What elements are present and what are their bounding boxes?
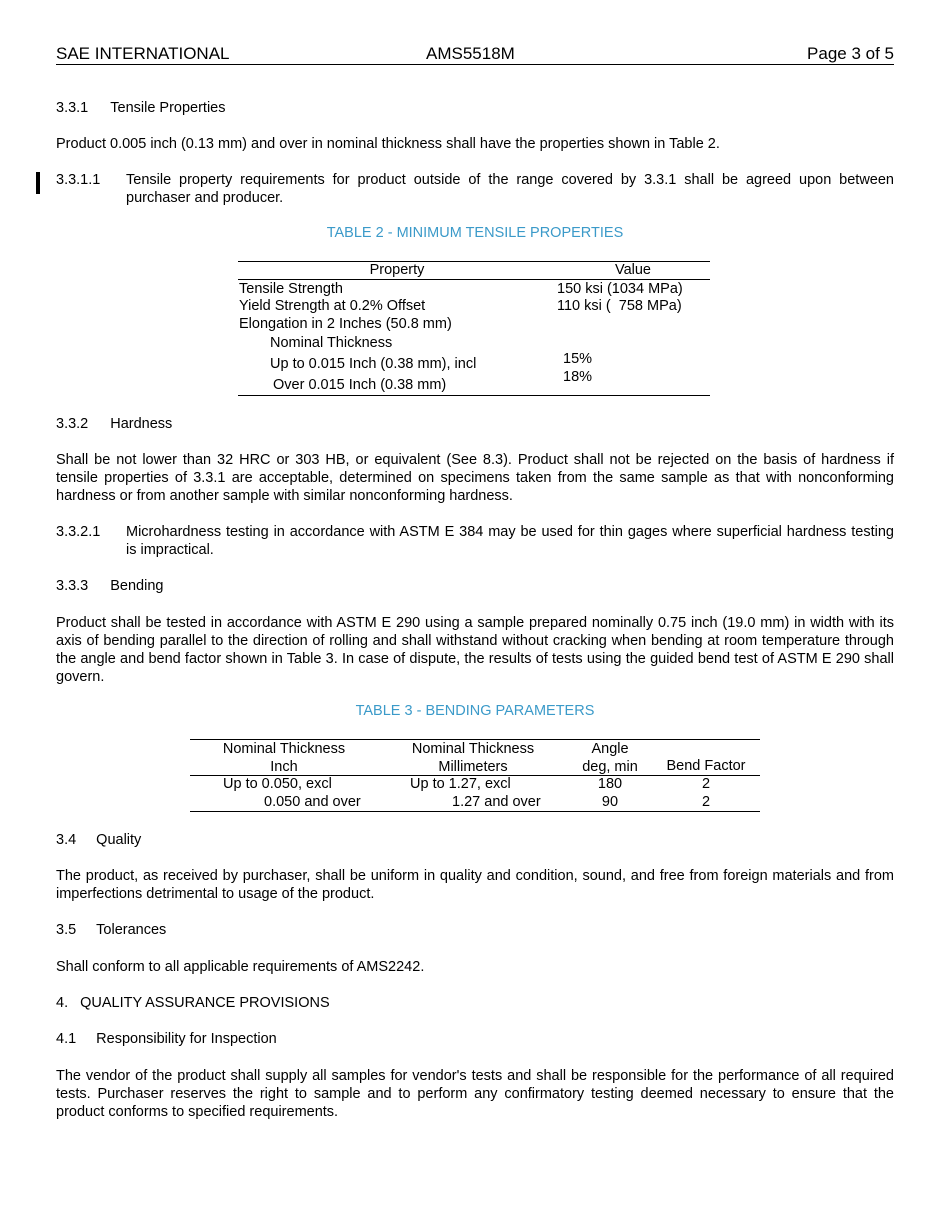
table-cell: Up to 0.050, excl [223, 776, 332, 792]
table-rule [238, 279, 710, 280]
section-number: 3.4 [56, 832, 77, 848]
section-4-heading [56, 994, 894, 1012]
section-3-4-heading [56, 831, 894, 849]
table-cell: 1.27 and over [452, 794, 541, 810]
section-body: Microhardness testing in accordance with ASTM E 384 may be used for thin gages where superficial hardness testing is impractical. [126, 524, 894, 558]
table-2-caption: TABLE 2 - MINIMUM TENSILE PROPERTIES [326, 225, 624, 241]
revision-bar [36, 172, 40, 194]
table-header-angle [568, 740, 652, 776]
table-cell: 150 ksi (1034 MPa) [557, 281, 683, 297]
section-title: Bending [110, 578, 164, 594]
table-cell: Yield Strength at 0.2% Offset [239, 298, 426, 314]
header-line: Nominal Thickness [222, 741, 346, 757]
section-number: 4. [56, 995, 69, 1011]
table-cell: 110 ksi ( 758 MPa) [557, 298, 682, 314]
table-cell: Tensile Strength [239, 281, 343, 297]
table-header-bend-factor: Bend Factor [666, 758, 746, 774]
section-number: 3.5 [56, 922, 77, 938]
section-title: QUALITY ASSURANCE PROVISIONS [80, 995, 330, 1011]
section-number: 3.3.1.1 [56, 172, 101, 188]
section-3-5-heading [56, 921, 894, 939]
table-cell: Elongation in 2 Inches (50.8 mm) [239, 316, 452, 332]
section-3-3-3-body: Product shall be tested in accordance with ASTM E 290 using a sample prepared nominally 0.75 inch (19.0 mm) in width with its axis of bending parallel to the direction of rolling and shall withstand without cracking when bending at room temperature through the angle and bend factor shown in Table 3. In case of dispute, the results of tests using the guided bend test of ASTM E 290 shall govern. [56, 615, 894, 685]
table-cell: 180 [597, 776, 623, 792]
section-title: Hardness [110, 416, 173, 432]
header-line: Millimeters [438, 759, 508, 775]
section-title: Responsibility for Inspection [96, 1031, 277, 1047]
table-cell: Up to 0.015 Inch (0.38 mm), incl [270, 356, 477, 372]
table-cell: 2 [701, 776, 711, 792]
table-cell: 90 [601, 794, 619, 810]
table-header-value: Value [614, 262, 651, 278]
table-cell: 0.050 and over [264, 794, 361, 810]
section-title: Tolerances [96, 922, 167, 938]
header-line: Inch [270, 759, 298, 775]
section-number: 3.3.2 [56, 416, 89, 432]
section-number: 3.3.3 [56, 578, 89, 594]
table-rule [238, 395, 710, 396]
table-rule [190, 811, 760, 812]
table-cell: Nominal Thickness [270, 335, 393, 351]
table-cell: Up to 1.27, excl [410, 776, 511, 792]
section-number: 3.3.2.1 [56, 524, 101, 540]
section-number: 4.1 [56, 1031, 77, 1047]
section-3-3-1-body: Product 0.005 inch (0.13 mm) and over in nominal thickness shall have the properties shown in Table 2. [56, 136, 720, 152]
section-number: 3.3.1 [56, 100, 89, 116]
header-line: Nominal Thickness [411, 741, 535, 757]
header-page-number: Page 3 of 5 [807, 44, 894, 63]
section-3-4-body: The product, as received by purchaser, shall be uniform in quality and condition, sound, and free from foreign materials and from imperfections detrimental to usage of the product. [56, 868, 894, 902]
table-cell: Over 0.015 Inch (0.38 mm) [273, 377, 447, 393]
section-3-3-2-body: Shall be not lower than 32 HRC or 303 HB, or equivalent (See 8.3). Product shall not be rejected on the basis of hardness if tensile properties of 3.3.1 are acceptable, determined on specimens taken from the same sample as that with nonconforming hardness or from another sample with similar nonconforming hardness. [56, 452, 894, 504]
section-4-1-heading [56, 1030, 894, 1048]
section-3-3-2-heading [56, 415, 894, 433]
table-cell: 18% [563, 369, 593, 385]
header-line: Angle [591, 741, 629, 757]
header-org: SAE INTERNATIONAL [56, 44, 230, 63]
table-header-property: Property [369, 262, 425, 278]
header-doc-number: AMS5518M [426, 44, 515, 63]
section-3-3-1-1 [56, 171, 894, 207]
table-header-inch [190, 740, 378, 776]
table-header-mm [378, 740, 568, 776]
table-cell: 2 [701, 794, 711, 810]
section-3-3-1-heading [56, 99, 894, 117]
header-line: deg, min [582, 759, 638, 775]
table-3-caption: TABLE 3 - BENDING PARAMETERS [355, 703, 595, 719]
section-3-5-body: Shall conform to all applicable requirements of AMS2242. [56, 959, 425, 975]
section-3-3-2-1 [56, 523, 894, 559]
table-cell: 15% [563, 351, 593, 367]
section-3-3-3-heading [56, 577, 894, 595]
section-title: Tensile Properties [110, 100, 226, 116]
section-title: Quality [96, 832, 142, 848]
page-header [56, 44, 894, 65]
section-4-1-body: The vendor of the product shall supply all samples for vendor's tests and shall be responsible for the performance of all required tests. Purchaser reserves the right to sample and to perform any confirmatory testing deemed necessary to ensure that the product conforms to specified requirements. [56, 1068, 894, 1120]
section-body: Tensile property requirements for product outside of the range covered by 3.3.1 shall be agreed upon between purchaser and producer. [126, 172, 894, 206]
